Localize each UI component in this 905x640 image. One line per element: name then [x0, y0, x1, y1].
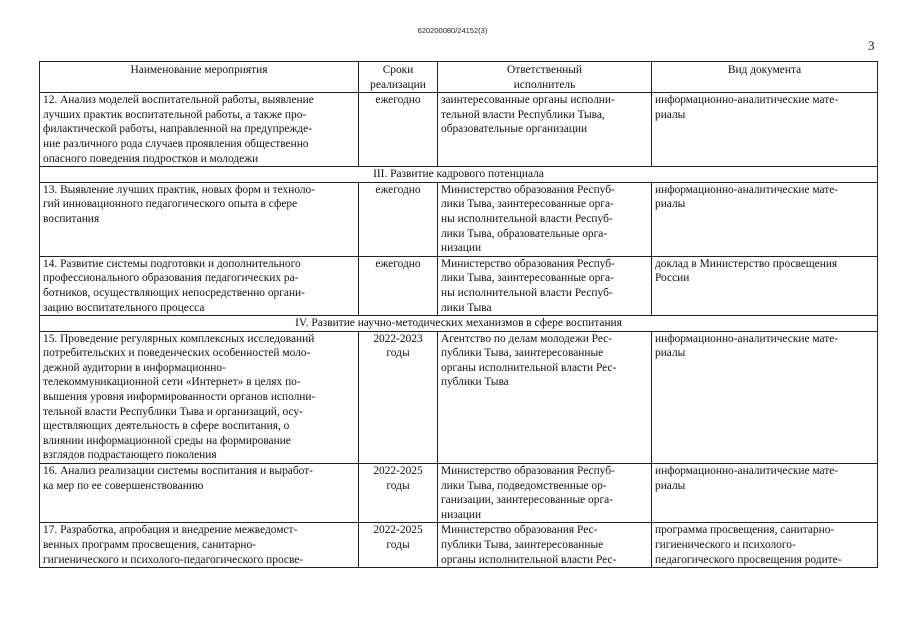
deadline-cell — [359, 331, 438, 463]
cell-text-line: 15. Проведение регулярных комплексных исследований — [43, 332, 315, 345]
cell-text-line: гигиенического и психолого-педагогического просве- — [43, 553, 304, 566]
cell-text-line: ние различного рода случаев проявления общественно — [43, 137, 309, 150]
cell-text-line: педагогического просвещения родите- — [655, 553, 842, 566]
cell-text-line: гигиенического и психолого- — [655, 539, 796, 551]
header-line: исполнитель — [513, 78, 576, 91]
cell-text-line: ны исполнительной власти Респуб- — [441, 286, 613, 299]
activity-name-cell — [40, 256, 359, 315]
header-activity-name — [40, 62, 359, 93]
cell-text-line: лики Тыва, заинтересованные орга- — [441, 272, 614, 285]
document-type-cell — [652, 523, 878, 568]
cell-text-line: тельной власти Республики Тыва, — [441, 108, 605, 121]
cell-text-line: риалы — [655, 198, 686, 211]
cell-text-line: 2022-2025 — [373, 524, 423, 537]
header-document-type — [652, 62, 878, 93]
cell-text-line: воспитания — [43, 212, 100, 225]
cell-text-line: риалы — [655, 347, 686, 360]
header-line: Сроки — [382, 64, 414, 76]
deadline-cell — [359, 182, 438, 256]
cell-text-line: гий инновационного педагогического опыта в сфере — [43, 198, 298, 211]
cell-text-line: 12. Анализ моделей воспитательной работы, выявление — [43, 94, 314, 107]
cell-text-line: лучших практик воспитательной работы, а также про- — [43, 108, 307, 121]
deadline-cell — [359, 256, 438, 315]
document-type-cell — [652, 182, 878, 256]
cell-text-line: ка мер по ее совершенствованию — [43, 479, 204, 492]
deadline-cell — [359, 93, 438, 167]
document-type-cell — [652, 331, 878, 463]
executor-cell — [438, 93, 652, 167]
document-type-cell — [652, 93, 878, 167]
cell-text-line: годы — [386, 347, 410, 360]
cell-text-line: потребительских и поведенческих особенностей моло- — [43, 347, 311, 360]
cell-text-line: публики Тыва — [441, 376, 509, 389]
cell-text-line: информационно-аналитические мате- — [655, 183, 839, 196]
cell-text-line: венных программ просвещения, санитарно- — [43, 539, 256, 551]
executor-cell — [438, 331, 652, 463]
cell-text-line: взглядов подрастающего поколения — [43, 449, 217, 462]
cell-text-line: информационно-аналитические мате- — [655, 94, 839, 107]
cell-text-line: дежной аудитории в информационно- — [43, 361, 226, 374]
cell-text-line: влиянии информационной среды на формирование — [43, 434, 291, 447]
table-row — [40, 182, 878, 256]
header-deadline — [359, 62, 438, 93]
cell-text-line: телекоммуникационной сети «Интернет» в целях по- — [43, 376, 301, 389]
cell-text-line: ежегодно — [375, 183, 421, 196]
section-header-row — [40, 167, 878, 183]
cell-text-line: тельной власти Республики Тыва и организаций, осу- — [43, 405, 303, 418]
cell-text-line: информационно-аналитические мате- — [655, 465, 839, 478]
cell-text-line: органы исполнительной власти Рес- — [441, 553, 617, 566]
deadline-cell — [359, 523, 438, 568]
cell-text-line: публики Тыва, заинтересованные — [441, 347, 604, 360]
activity-name-cell — [40, 182, 359, 256]
header-line: реализации — [370, 78, 426, 91]
executor-cell — [438, 182, 652, 256]
activity-name-cell — [40, 523, 359, 568]
activities-table — [39, 61, 878, 568]
cell-text-line: ны исполнительной власти Респуб- — [441, 212, 613, 225]
cell-text-line: зацию воспитательного процесса — [43, 301, 205, 314]
cell-text-line: 14. Развитие системы подготовки и дополнительного — [43, 257, 301, 270]
document-type-cell — [652, 256, 878, 315]
cell-text-line: опасного поведения подростков и молодежи — [43, 152, 259, 165]
header-line: Вид документа — [727, 64, 802, 76]
cell-text-line: России — [655, 272, 690, 285]
table-row — [40, 93, 878, 167]
cell-text-line: 16. Анализ реализации системы воспитания и выработ- — [43, 465, 313, 478]
cell-text-line: Министерство образования Респуб- — [441, 257, 615, 270]
executor-cell — [438, 256, 652, 315]
cell-text-line: профессионального образования педагогических ра- — [43, 272, 299, 285]
deadline-cell — [359, 464, 438, 523]
document-type-cell — [652, 464, 878, 523]
cell-text-line: лики Тыва, образовательные орга- — [441, 227, 608, 240]
header-executor — [438, 62, 652, 93]
cell-text-line: 13. Выявление лучших практик, новых форм и техноло- — [43, 183, 316, 196]
table-row — [40, 331, 878, 463]
cell-text-line: публики Тыва, заинтересованные — [441, 539, 604, 551]
cell-text-line: ганизации, заинтересованные орга- — [441, 494, 613, 507]
cell-text-line: Министерство образования Респуб- — [441, 183, 615, 196]
cell-text-line: доклад в Министерство просвещения — [655, 257, 838, 270]
table-body — [40, 93, 878, 568]
table-header-row — [40, 62, 878, 93]
cell-text-line: информационно-аналитические мате- — [655, 332, 839, 345]
cell-text-line: риалы — [655, 479, 686, 492]
cell-text-line: программа просвещения, санитарно- — [655, 524, 835, 537]
cell-text-line: Министерство образования Рес- — [441, 524, 598, 537]
table-row — [40, 256, 878, 315]
cell-text-line: 17. Разработка, апробация и внедрение межведомст- — [43, 524, 298, 537]
executor-cell — [438, 464, 652, 523]
cell-text-line: Агентство по делам молодежи Рес- — [441, 332, 613, 345]
header-line: Наименование мероприятия — [130, 64, 268, 76]
cell-text-line: годы — [386, 539, 410, 551]
header-line: Ответственный — [506, 64, 583, 76]
table-row — [40, 464, 878, 523]
cell-text-line: низации — [441, 242, 482, 255]
document-id: 620200080/24152(3) — [417, 26, 488, 35]
cell-text-line: заинтересованные органы исполни- — [441, 94, 615, 107]
cell-text-line: Министерство образования Респуб- — [441, 465, 615, 478]
table-row — [40, 523, 878, 568]
cell-text-line: лики Тыва, заинтересованные орга- — [441, 198, 614, 211]
activity-name-cell — [40, 464, 359, 523]
cell-text-line: ботников, осуществляющих непосредственно органи- — [43, 286, 305, 299]
cell-text-line: низации — [441, 508, 482, 521]
cell-text-line: лики Тыва, подведомственные ор- — [441, 479, 607, 492]
section-title: III. Развитие кадрового потенциала — [40, 167, 878, 183]
cell-text-line: лики Тыва — [441, 301, 492, 314]
cell-text-line: вышения уровня информированности органов исполни- — [43, 391, 316, 404]
cell-text-line: ежегодно — [375, 257, 421, 270]
activity-name-cell — [40, 93, 359, 167]
cell-text-line: 2022-2025 — [373, 465, 423, 478]
cell-text-line: 2022-2023 — [373, 332, 423, 345]
cell-text-line: годы — [386, 479, 410, 492]
section-header-row — [40, 316, 878, 332]
cell-text-line: образовательные организации — [441, 123, 588, 136]
section-title: IV. Развитие научно-методических механизмов в сфере воспитания — [40, 316, 878, 332]
cell-text-line: филактической работы, направленной на предупрежде- — [43, 123, 313, 136]
page-number: 3 — [868, 38, 875, 53]
cell-text-line: органы исполнительной власти Рес- — [441, 361, 617, 374]
cell-text-line: ежегодно — [375, 94, 421, 107]
executor-cell — [438, 523, 652, 568]
cell-text-line: ществляющих деятельность в сфере воспитания, о — [43, 420, 290, 433]
cell-text-line: риалы — [655, 108, 686, 121]
activity-name-cell — [40, 331, 359, 463]
